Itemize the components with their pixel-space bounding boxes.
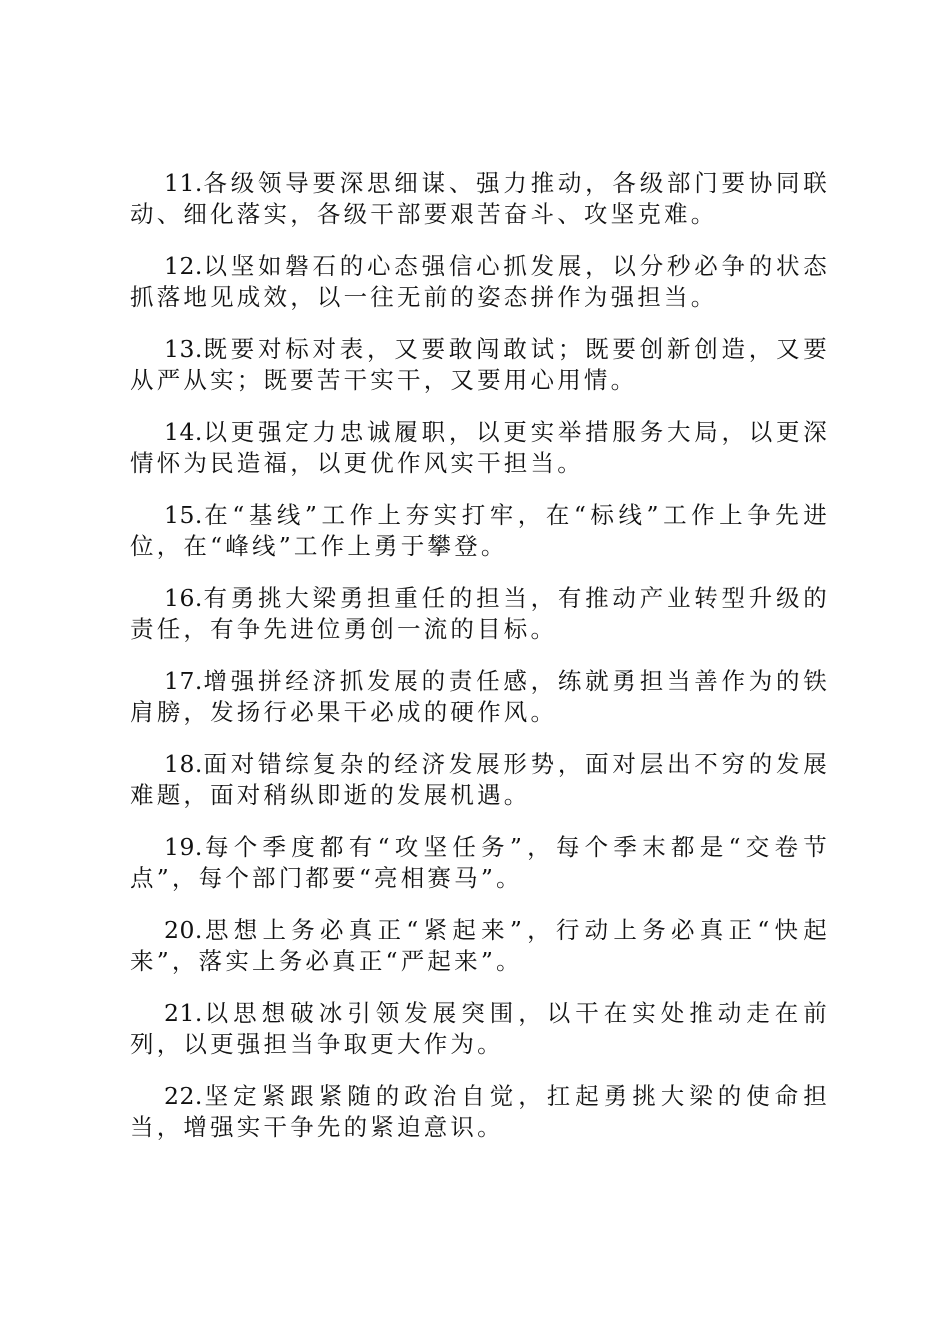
paragraph-17 — [130, 666, 830, 728]
paragraph-number: 18. — [164, 750, 203, 778]
paragraph-21 — [130, 998, 830, 1060]
paragraph-text: 增强拼经济抓发展的责任感，练就勇担当善作为的铁肩膀，发扬行必果干必成的硬作风。 — [130, 667, 830, 726]
paragraph-text: 面对错综复杂的经济发展形势，面对层出不穷的发展难题，面对稍纵即逝的发展机遇。 — [130, 750, 830, 809]
paragraph-22 — [130, 1081, 830, 1143]
paragraph-text: 以思想破冰引领发展突围，以干在实处推动走在前列，以更强担当争取更大作为。 — [130, 999, 830, 1058]
paragraph-text: 各级领导要深思细谋、强力推动，各级部门要协同联动、细化落实，各级干部要艰苦奋斗、攻坚克难。 — [130, 169, 830, 228]
document-body — [130, 168, 830, 1164]
paragraph-13 — [130, 334, 830, 396]
paragraph-number: 17. — [164, 667, 203, 695]
paragraph-number: 14. — [164, 418, 203, 446]
paragraph-text: 有勇挑大梁勇担重任的担当，有推动产业转型升级的责任，有争先进位勇创一流的目标。 — [130, 584, 830, 643]
paragraph-number: 21. — [164, 999, 203, 1027]
paragraph-text: 以坚如磐石的心态强信心抓发展，以分秒必争的状态抓落地见成效，以一往无前的姿态拼作为强担当。 — [130, 252, 830, 311]
paragraph-text: 在“基线”工作上夯实打牢，在“标线”工作上争先进位，在“峰线”工作上勇于攀登。 — [130, 501, 830, 560]
paragraph-number: 11. — [164, 169, 203, 197]
paragraph-20 — [130, 915, 830, 977]
paragraph-15 — [130, 500, 830, 562]
paragraph-number: 16. — [164, 584, 203, 612]
paragraph-number: 13. — [164, 335, 203, 363]
paragraph-14 — [130, 417, 830, 479]
paragraph-text: 坚定紧跟紧随的政治自觉，扛起勇挑大梁的使命担当，增强实干争先的紧迫意识。 — [130, 1082, 830, 1141]
paragraph-number: 15. — [164, 501, 203, 529]
paragraph-text: 思想上务必真正“紧起来”，行动上务必真正“快起来”，落实上务必真正“严起来”。 — [130, 916, 830, 975]
paragraph-16 — [130, 583, 830, 645]
paragraph-text: 每个季度都有“攻坚任务”，每个季末都是“交卷节点”，每个部门都要“亮相赛马”。 — [130, 833, 830, 892]
paragraph-number: 20. — [164, 916, 203, 944]
paragraph-12 — [130, 251, 830, 313]
paragraph-11 — [130, 168, 830, 230]
paragraph-number: 12. — [164, 252, 203, 280]
paragraph-number: 19. — [164, 833, 203, 861]
paragraph-text: 既要对标对表，又要敢闯敢试；既要创新创造，又要从严从实；既要苦干实干，又要用心用情。 — [130, 335, 830, 394]
paragraph-19 — [130, 832, 830, 894]
paragraph-text: 以更强定力忠诚履职，以更实举措服务大局，以更深情怀为民造福，以更优作风实干担当。 — [130, 418, 830, 477]
paragraph-18 — [130, 749, 830, 811]
paragraph-number: 22. — [164, 1082, 203, 1110]
